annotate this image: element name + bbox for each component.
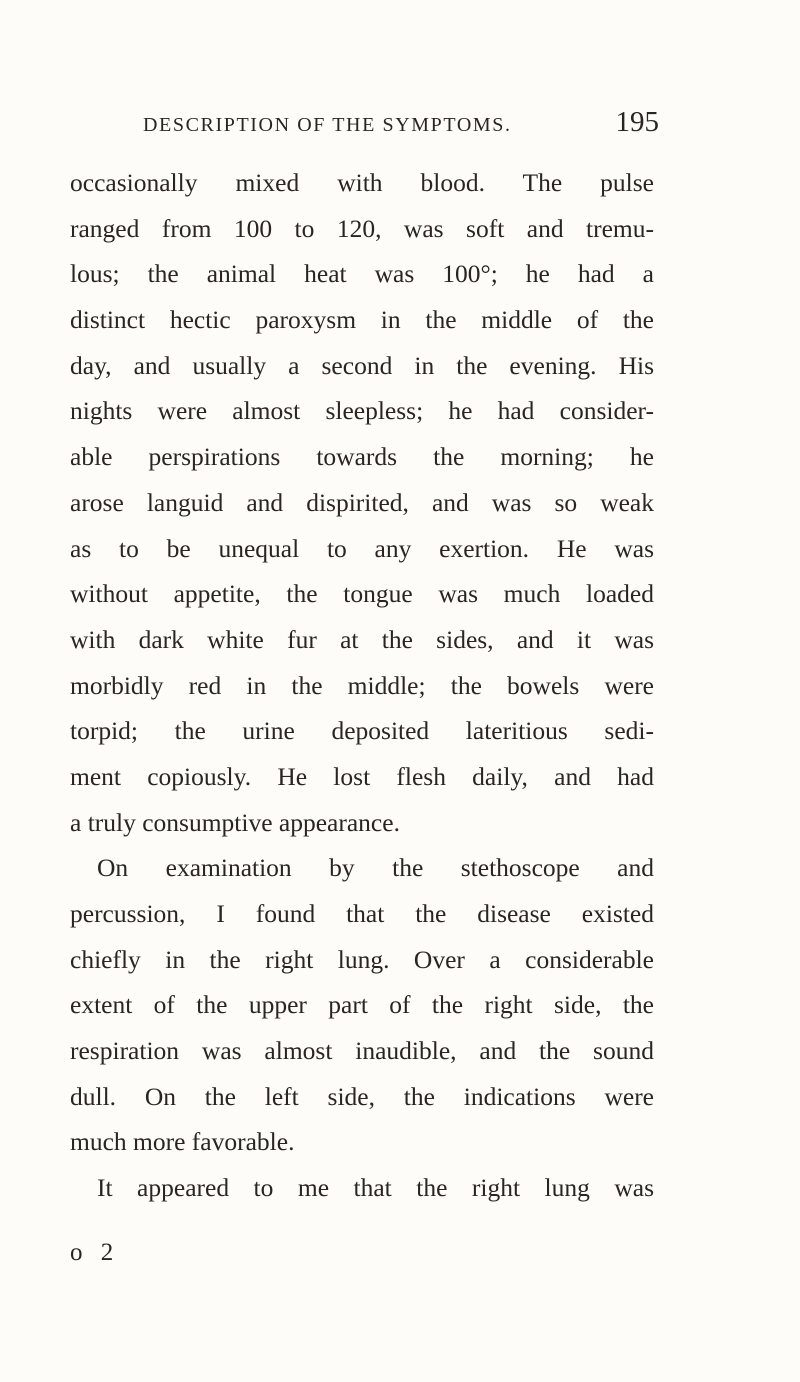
paragraph-start-line: It appeared to me that the right lung was: [97, 1173, 654, 1203]
text-line: a truly consumptive appearance.: [70, 807, 400, 837]
paragraph-start-line: On examination by the stethoscope and: [97, 853, 654, 883]
page-number: 195: [615, 106, 659, 138]
running-head: [143, 106, 659, 146]
text-line: respiration was almost inaudible, and the sound: [70, 1036, 654, 1066]
text-line: ranged from 100 to 120, was soft and tremu-: [70, 213, 654, 243]
text-line: morbidly red in the middle; the bowels were: [70, 670, 654, 700]
body-text: [70, 160, 654, 1211]
text-line: distinct hectic paroxysm in the middle of the: [70, 305, 654, 335]
text-line: chiefly in the right lung. Over a considerable: [70, 944, 654, 974]
text-line: much more favorable.: [70, 1127, 295, 1157]
printer-signature-mark: o 2: [70, 1239, 120, 1266]
text-line: dull. On the left side, the indications were: [70, 1081, 654, 1111]
text-line: able perspirations towards the morning; he: [70, 442, 654, 472]
text-line: extent of the upper part of the right side, the: [70, 990, 654, 1020]
text-line: arose languid and dispirited, and was so weak: [70, 487, 654, 517]
text-line: as to be unequal to any exertion. He was: [70, 533, 654, 563]
text-line: occasionally mixed with blood. The pulse: [70, 168, 654, 197]
text-line: nights were almost sleepless; he had consider-: [70, 396, 654, 426]
text-line: percussion, I found that the disease existed: [70, 899, 654, 928]
text-line: ment copiously. He lost flesh daily, and had: [70, 761, 654, 791]
running-title: DESCRIPTION OF THE SYMPTOMS.: [143, 114, 512, 136]
text-line: with dark white fur at the sides, and it was: [70, 624, 654, 654]
text-line: lous; the animal heat was 100°; he had a: [70, 259, 654, 289]
text-line: torpid; the urine deposited lateritious sedi-: [70, 716, 654, 746]
text-line: without appetite, the tongue was much loaded: [70, 579, 654, 609]
text-line: day, and usually a second in the evening. His: [70, 350, 654, 380]
